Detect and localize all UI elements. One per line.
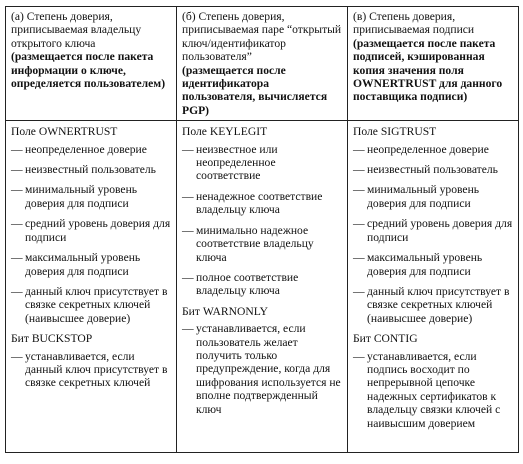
list-item: — средний уровень доверия для подписи	[11, 217, 171, 244]
body-cell-a	[6, 121, 177, 453]
list-item: — максимальный уровень доверия для подписи	[11, 251, 171, 278]
bit-label: Бит WARNONLY	[182, 304, 269, 318]
bit-label: Бит BUCKSTOP	[11, 332, 93, 346]
list-item: — данный ключ присутствует в связке секретных ключей (наивысшее доверие)	[353, 285, 513, 325]
list-item: — данный ключ присутствует в связке секретных ключей (наивысшее доверие)	[11, 285, 171, 325]
list-item: — максимальный уровень доверия для подписи	[353, 251, 513, 278]
list-item: — неизвестное или неопределенное соответствие	[182, 143, 342, 183]
field-label: Поле SIGTRUST	[353, 125, 437, 139]
field-value-list	[353, 143, 513, 325]
header-row	[6, 7, 519, 121]
body-row	[6, 121, 519, 453]
list-item: — средний уровень доверия для подписи	[353, 217, 513, 244]
bit-value-list	[182, 322, 342, 416]
header-cell-c	[348, 7, 519, 121]
list-item: — ненадежное соответствие владельцу ключа	[182, 190, 342, 217]
header-title: (а) Степень доверия, приписываемая владельцу открытого ключа	[11, 10, 142, 50]
header-title: (в) Степень доверия, приписываемая подписи	[353, 10, 475, 37]
header-note: (размещается после пакета подписей, кэшированная копия значения поля OWNERTRUST для данного поставщика подписи)	[353, 36, 503, 104]
bit-value-list	[353, 350, 513, 430]
header-note: (размещается после идентификатора пользователя, вычисляется PGP)	[182, 63, 328, 117]
list-item: — полное соответствие владельцу ключа	[182, 271, 342, 298]
bit-label: Бит CONTIG	[353, 332, 418, 346]
list-item: — минимальный уровень доверия для подписи	[11, 183, 171, 210]
list-item: — минимальный уровень доверия для подписи	[353, 183, 513, 210]
header-cell-a	[6, 7, 177, 121]
list-item: — устанавливается, если данный ключ присутствует в связке секретных ключей	[11, 350, 171, 390]
header-cell-b	[177, 7, 348, 121]
field-value-list	[182, 143, 342, 298]
body-cell-b	[177, 121, 348, 453]
header-note: (размещается после пакета информации о ключе, определяется пользователем)	[11, 50, 166, 91]
list-item: — неизвестный пользователь	[353, 163, 513, 176]
list-item: — минимально надежное соответствие владельцу ключа	[182, 224, 342, 264]
list-item: — неизвестный пользователь	[11, 163, 171, 176]
field-value-list	[11, 143, 171, 325]
body-cell-c	[348, 121, 519, 453]
list-item: — неопределенное доверие	[353, 143, 513, 156]
field-label: Поле KEYLEGIT	[182, 125, 268, 139]
list-item: — устанавливается, если пользователь желает получить только предупреждение, когда для шифрования используется не вполне подтвержденный ключ	[182, 322, 342, 416]
field-label: Поле OWNERTRUST	[11, 125, 118, 139]
header-title: (б) Степень доверия, приписываемая паре “открытый ключ/идентификатор пользователя”	[182, 10, 342, 64]
bit-value-list	[11, 350, 171, 390]
list-item: — неопределенное доверие	[11, 143, 171, 156]
list-item: — устанавливается, если подпись восходит по непрерывной цепочке надежных сертификатов к владельцу связки ключей с наивысшим доверием	[353, 350, 513, 430]
trust-table	[5, 6, 519, 453]
